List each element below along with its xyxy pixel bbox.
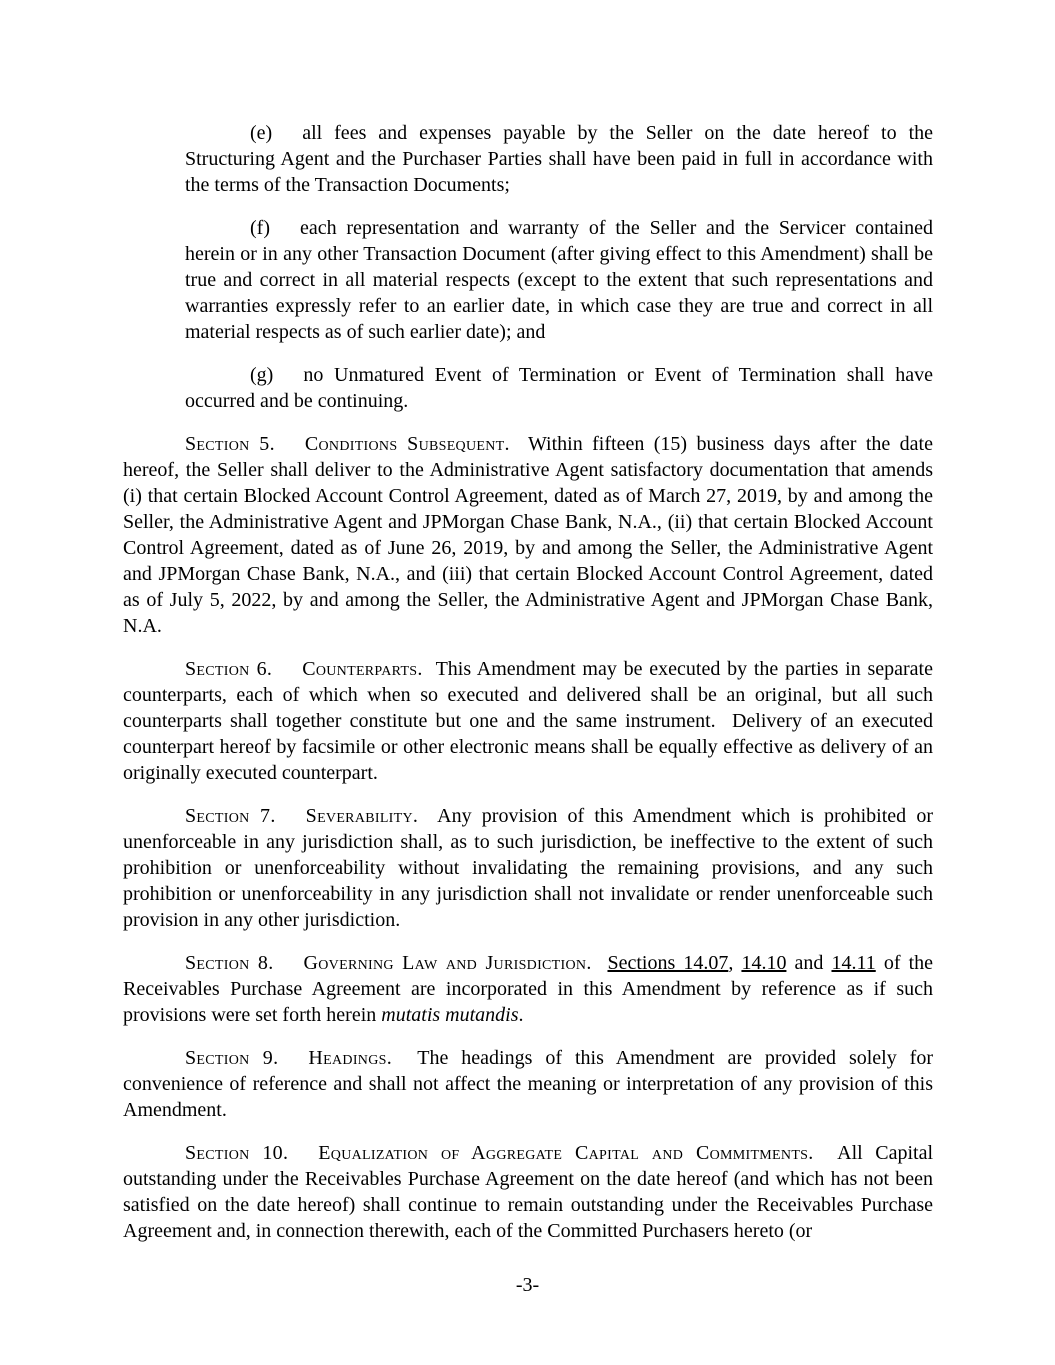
text-run: . The headings of this Amendment are provided solely for convenience of reference and shall not affect the meaning or interpretation of any provision of this Amendment. [123,1047,938,1121]
section-title: Headings [308,1047,387,1069]
text-run: no Unmatured Event of Termination or Event of Termination shall have occurred and be continuing. [185,364,938,412]
section-label: Section 7. [185,805,276,827]
clause-label: (e) [250,122,273,144]
text-run: , [728,952,742,974]
clause-g [185,362,938,414]
section-label: Section 5. [185,433,275,455]
cross-reference: 14.11 [831,952,876,974]
text-run: each representation and warranty of the Seller and the Servicer contained herein or in any other Transaction Document (after giving effect to this Amendment) shall be true and correct in all material respects (except to the extent that such representations and warranties expressly refer to an earlier date, in which case they are true and correct in all material respects as of such earlier date); and [185,217,938,343]
cross-reference: Sections 14.07 [607,952,729,974]
section-label: Section 10. [185,1142,289,1164]
document-body [123,120,939,1261]
text-run: of the Receivables Purchase Agreement are incorporated in this Amendment by reference as if such provisions were set forth herein [123,952,939,1026]
section-label: Section 6. [185,658,273,680]
latin-phrase: mutatis mutandis [381,1004,519,1026]
section-title: Conditions Subsequent [304,433,505,455]
section-title: Counterparts [302,658,418,680]
section-label: Section 8. [185,952,274,974]
section-7 [123,803,938,933]
clause-label: (f) [250,217,270,239]
section-10 [123,1140,939,1244]
section-title: Severability [305,805,413,827]
text-run: . All Capital outstanding under the Receivables Purchase Agreement on the date hereof (and which has not been satisfied on the date hereof) shall continue to remain outstanding under the Receivables Purchase Agreement and, in connection therewith, each of the Committed Purchasers hereto (or [123,1142,939,1242]
section-title: Governing Law and Jurisdiction [303,952,587,974]
text-run: . [518,1004,524,1026]
text-run: . This Amendment may be executed by the parties in separate counterparts, each of which when so executed and delivered shall be an original, but all such counterparts shall together constitute but one and the same instrument. Delivery of an executed counterpart hereof by facsimile or other electronic means shall be equally effective as delivery of an originally executed counterpart. [123,658,938,784]
text-run: all fees and expenses payable by the Seller on the date hereof to the Structuring Agent and the Purchaser Parties shall have been paid in full in accordance with the terms of the Transaction Documents; [185,122,938,196]
section-5 [123,431,938,639]
text-run: . [586,952,608,974]
clause-f [185,215,938,345]
cross-reference: 14.10 [741,952,787,974]
section-8 [123,950,939,1028]
clause-label: (g) [250,364,274,386]
text-run: and [786,952,832,974]
clause-e [185,120,938,198]
text-run: . Any provision of this Amendment which is prohibited or unenforceable in any jurisdiction shall, as to such jurisdiction, be ineffective to the extent of such prohibition or unenforceability without invalidating the remaining provisions, and any such prohibition or unenforceability in any jurisdiction shall not invalidate or render unenforceable such provision in any other jurisdiction. [123,805,938,931]
section-title: Equalization of Aggregate Capital and Commitments [318,1142,809,1164]
section-9 [123,1045,938,1123]
page-number: -3- [515,1274,540,1296]
text-run: . Within fifteen (15) business days after the date hereof, the Seller shall deliver to the Administrative Agent satisfactory documentation that amends (i) that certain Blocked Account Control Agreement, dated as of March 27, 2019, by and among the Seller, the Administrative Agent and JPMorgan Chase Bank, N.A., (ii) that certain Blocked Account Control Agreement, dated as of June 26, 2019, by and among the Seller, the Administrative Agent and JPMorgan Chase Bank, N.A., and (iii) that certain Blocked Account Control Agreement, dated as of July 5, 2022, by and among the Seller, the Administrative Agent and JPMorgan Chase Bank, N.A. [123,433,938,637]
section-label: Section 9. [185,1047,279,1069]
section-6 [123,656,938,786]
